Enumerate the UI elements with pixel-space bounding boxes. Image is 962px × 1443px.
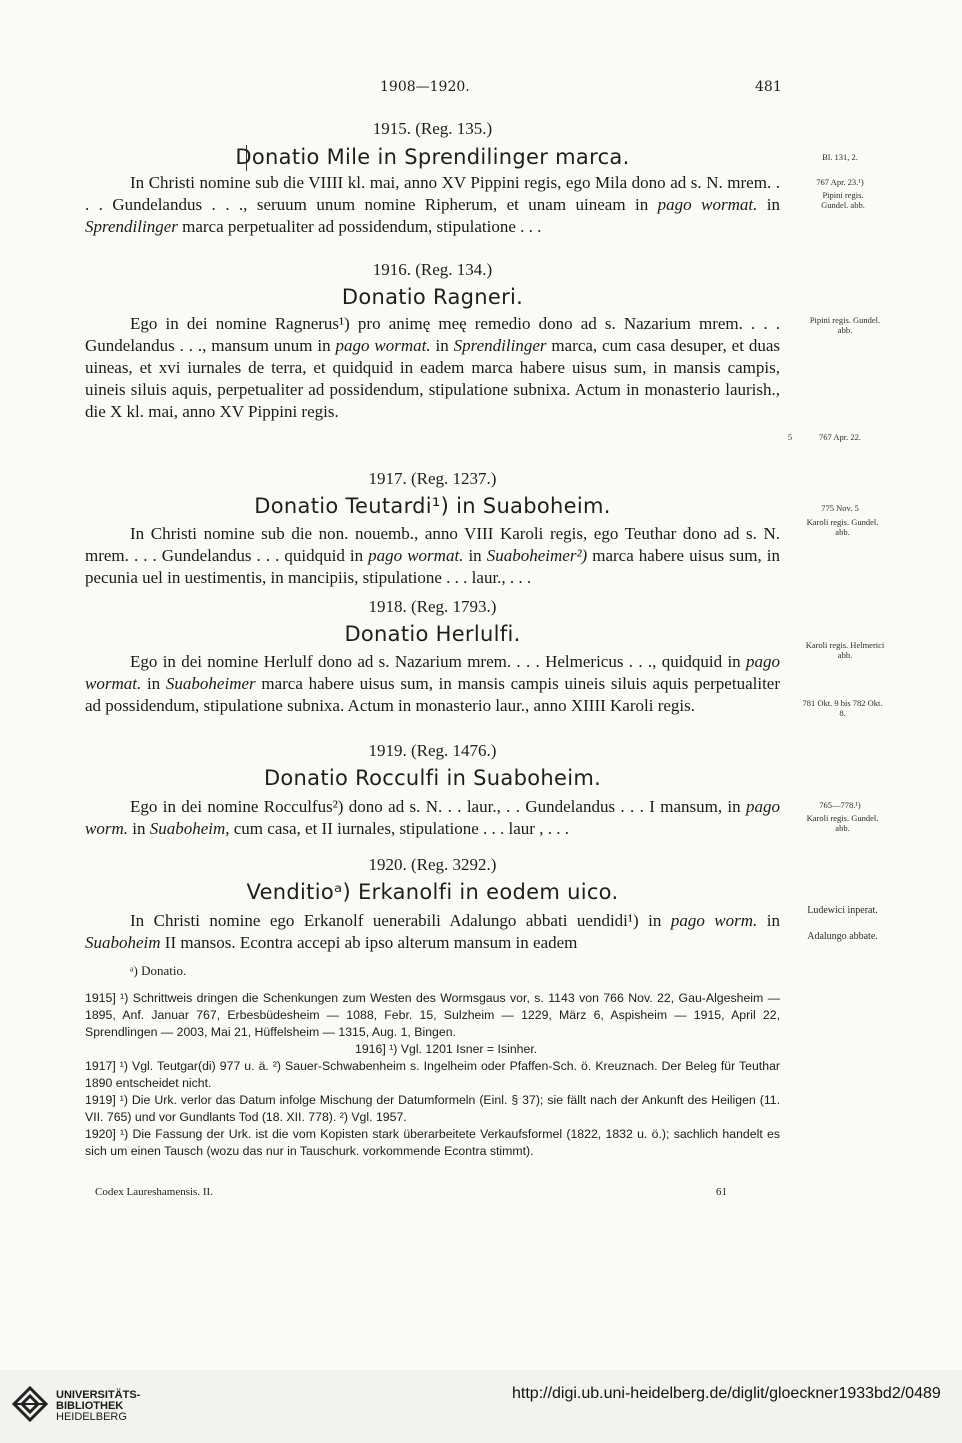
entry-text: [85, 523, 780, 589]
library-name: [56, 1390, 140, 1423]
margin-note: 765—778.¹): [819, 800, 861, 810]
place-italic: Suaboheim,: [149, 819, 230, 838]
entry-text: [85, 910, 780, 954]
text-part: In Christi nomine sub die VIIII kl. mai, anno XV Pippini regis, ego Mila dono ad s. N. mrem. . . . Gundelandus . . ., seruum unum nomine Ripherum, et unam uineam in: [85, 173, 780, 214]
text-part: cum casa, et II iurnales, stipulatione . . . laur , . . .: [229, 819, 569, 838]
footnote: 1917] ¹) Vgl. Teutgar(di) 977 u. ä. ²) Sauer-Schwabenheim s. Ingelheim oder Pfaffen-Sch. ö. Kreuznach. Der Beleg für Teuthar 1890 entscheidet nicht.: [85, 1059, 780, 1090]
text-part: in: [127, 819, 150, 838]
text-part: marca perpetualiter ad possidendum, stipulatione . . .: [177, 217, 542, 236]
entry-text: [85, 172, 780, 238]
footnotes: [85, 990, 780, 1160]
entry-number: 1917. (Reg. 1237.): [368, 469, 497, 488]
footnote: 1919] ¹) Die Urk. verlor das Datum infolge Mischung der Datumformeln (Einl. § 37); sie fällt nach der Ankunft des Heiligen (11. VII. 765) und vor Gundlants Tod (18. XII. 778). ²) Vgl. 1957.: [85, 1093, 780, 1124]
entry-title: Donatio Teutardi¹) in Suaboheim.: [254, 494, 611, 518]
text-part: Ego in dei nomine Rocculfus²) dono ad s. N. . . laur., . . Gundelandus . . . I mansum, in: [130, 797, 746, 816]
entry-title: Donatio Herlulfi.: [344, 622, 521, 646]
place-italic: Sprendilinger: [85, 217, 178, 236]
line-number: 5: [787, 432, 793, 442]
place-italic: Sprendilinger: [453, 336, 547, 355]
place-italic: pago wormat.: [85, 652, 780, 693]
margin-note: Bl. 131, 2.: [822, 152, 858, 162]
entry-title: Donatio Rocculfi in Suaboheim.: [263, 766, 602, 790]
text-part: in: [463, 546, 487, 565]
margin-note: 775 Nov. 5: [821, 503, 859, 513]
library-line: BIBLIOTHEK: [56, 1400, 124, 1412]
variant-note: ᵃ) Donatio.: [130, 963, 187, 978]
margin-note: 767 Apr. 23.¹): [816, 177, 864, 187]
margin-note: 781 Okt. 9 bis 782 Okt. 8.: [802, 698, 883, 718]
text-part: marca, cum casa desuper, et duas uineas, et xvi iurnales de terra, et quidquid in eadem marca habere uisus sum, in mansis campis, uineis siluis aquis, perpetualiter ad possidendum, stipulatione subnixa. Actum in monasterio laurish., die X kl. mai, anno XV Pippini regis.: [85, 336, 780, 421]
place-italic: pago worm.: [670, 911, 758, 930]
entry-number: 1919. (Reg. 1476.): [368, 741, 497, 760]
library-logo-icon: [10, 1382, 50, 1426]
footnote: 1920] ¹) Die Fassung der Urk. ist die vom Kopisten stark überarbeitete Verkaufsformel (1822, 1832 u. ö.); sachlich handelt es sich um einen Tausch (wozu das nur in Tauschurk. vorkommende Econtra stimmt).: [85, 1127, 780, 1158]
margin-note: Karoli regis. Helmerici abb.: [805, 640, 885, 660]
entry-number: 1916. (Reg. 134.): [372, 260, 493, 279]
text-part: in: [757, 195, 780, 214]
entry-number: 1920. (Reg. 3292.): [368, 855, 497, 874]
place-italic: Suaboheimer: [165, 674, 256, 693]
place-italic: pago wormat.: [657, 195, 758, 214]
source-url-link[interactable]: http://digi.ub.uni-heidelberg.de/diglit/gloeckner1933bd2/0489: [512, 1385, 941, 1402]
text-part: Ego in dei nomine Herlulf dono ad s. Nazarium mrem. . . . Helmericus . . ., quidquid in: [130, 652, 746, 671]
place-italic: Suaboheim: [85, 933, 161, 952]
place-italic: pago wormat.: [368, 546, 464, 565]
text-part: marca habere uisus sum, in pecunia uel in uestimentis, in mancipiis, stipulatione . . . laur., . . .: [85, 546, 780, 587]
place-italic: Suaboheimer²): [486, 546, 588, 565]
entry-number: 1915. (Reg. 135.): [372, 119, 493, 138]
margin-note: Adalungo abbate.: [807, 931, 878, 942]
footnote: 1915] ¹) Schrittweis dringen die Schenkungen zum Westen des Wormsgaus vor, s. 1143 von 766 Nov. 22, Gau-Algesheim — 1895, Anf. Januar 767, Erbesbüdesheim — 1088, Febr. 15, Sulzheim — 1229, März 6, Aspisheim — 1915, April 22, Sprendlingen — 2003, Mai 21, Hüffelsheim — 1315, Aug. 1, Bingen.: [85, 991, 780, 1039]
margin-note: 767 Apr. 22.: [818, 432, 862, 442]
footer-work: Codex Laureshamensis. II.: [95, 1186, 213, 1198]
margin-note: Pipini regis. Gundel. abb.: [821, 190, 865, 210]
footnote: 1916] ¹) Vgl. 1201 Isner = Isinher.: [355, 1042, 538, 1056]
place-italic: pago worm.: [85, 797, 780, 838]
library-line: UNIVERSITÄTS-: [56, 1389, 141, 1401]
viewer-bottom-bar: [0, 1370, 962, 1443]
text-part: in: [757, 911, 780, 930]
text-part: In Christi nomine ego Erkanolf uenerabili Adalungo abbati uendidi¹) in: [130, 911, 671, 930]
place-italic: pago wormat.: [335, 336, 431, 355]
text-part: II mansos. Econtra accepi ab ipso alterum mansum in eadem: [160, 933, 578, 952]
entry-title: Donatio Mile in Sprendilinger marca.: [235, 145, 630, 169]
entry-title: Donatio Ragneri.: [341, 285, 524, 309]
library-line: HEIDELBERG: [56, 1411, 127, 1423]
margin-note: Ludewici inperat.: [807, 905, 878, 916]
entry-text: [85, 651, 780, 717]
text-part: Ego in dei nomine Ragnerus¹) pro animę meę remedio dono ad s. Nazarium mrem. . . . Gundelandus . . ., mansum unum in: [85, 314, 780, 355]
running-header-years: 1908—1920.: [380, 79, 470, 95]
entry-title: Venditioᵃ) Erkanolfi in eodem uico.: [246, 880, 619, 904]
entry-number: 1918. (Reg. 1793.): [368, 597, 497, 616]
text-part: in: [141, 674, 166, 693]
margin-note: Pipini regis. Gundel. abb.: [809, 315, 881, 335]
margin-note: Karoli regis. Gundel. abb.: [806, 813, 879, 833]
entry-text: [85, 796, 780, 840]
margin-note: Karoli regis. Gundel. abb.: [806, 517, 879, 537]
text-part: marca habere uisus sum, in mansis campis uineis siluis aquis perpetualiter ad possidendum, stipulatione subnixa. Actum in monasterio laur., anno XIIII Karoli regis.: [85, 674, 780, 715]
text-part: In Christi nomine sub die non. nouemb., anno VIII Karoli regis, ego Teuthar dono ad s. N. mrem. . . . Gundelandus . . . quidquid in: [85, 524, 780, 565]
footer-signature: 61: [716, 1186, 727, 1198]
page-number: 481: [755, 79, 782, 95]
entry-text: [85, 313, 780, 423]
text-part: in: [430, 336, 454, 355]
